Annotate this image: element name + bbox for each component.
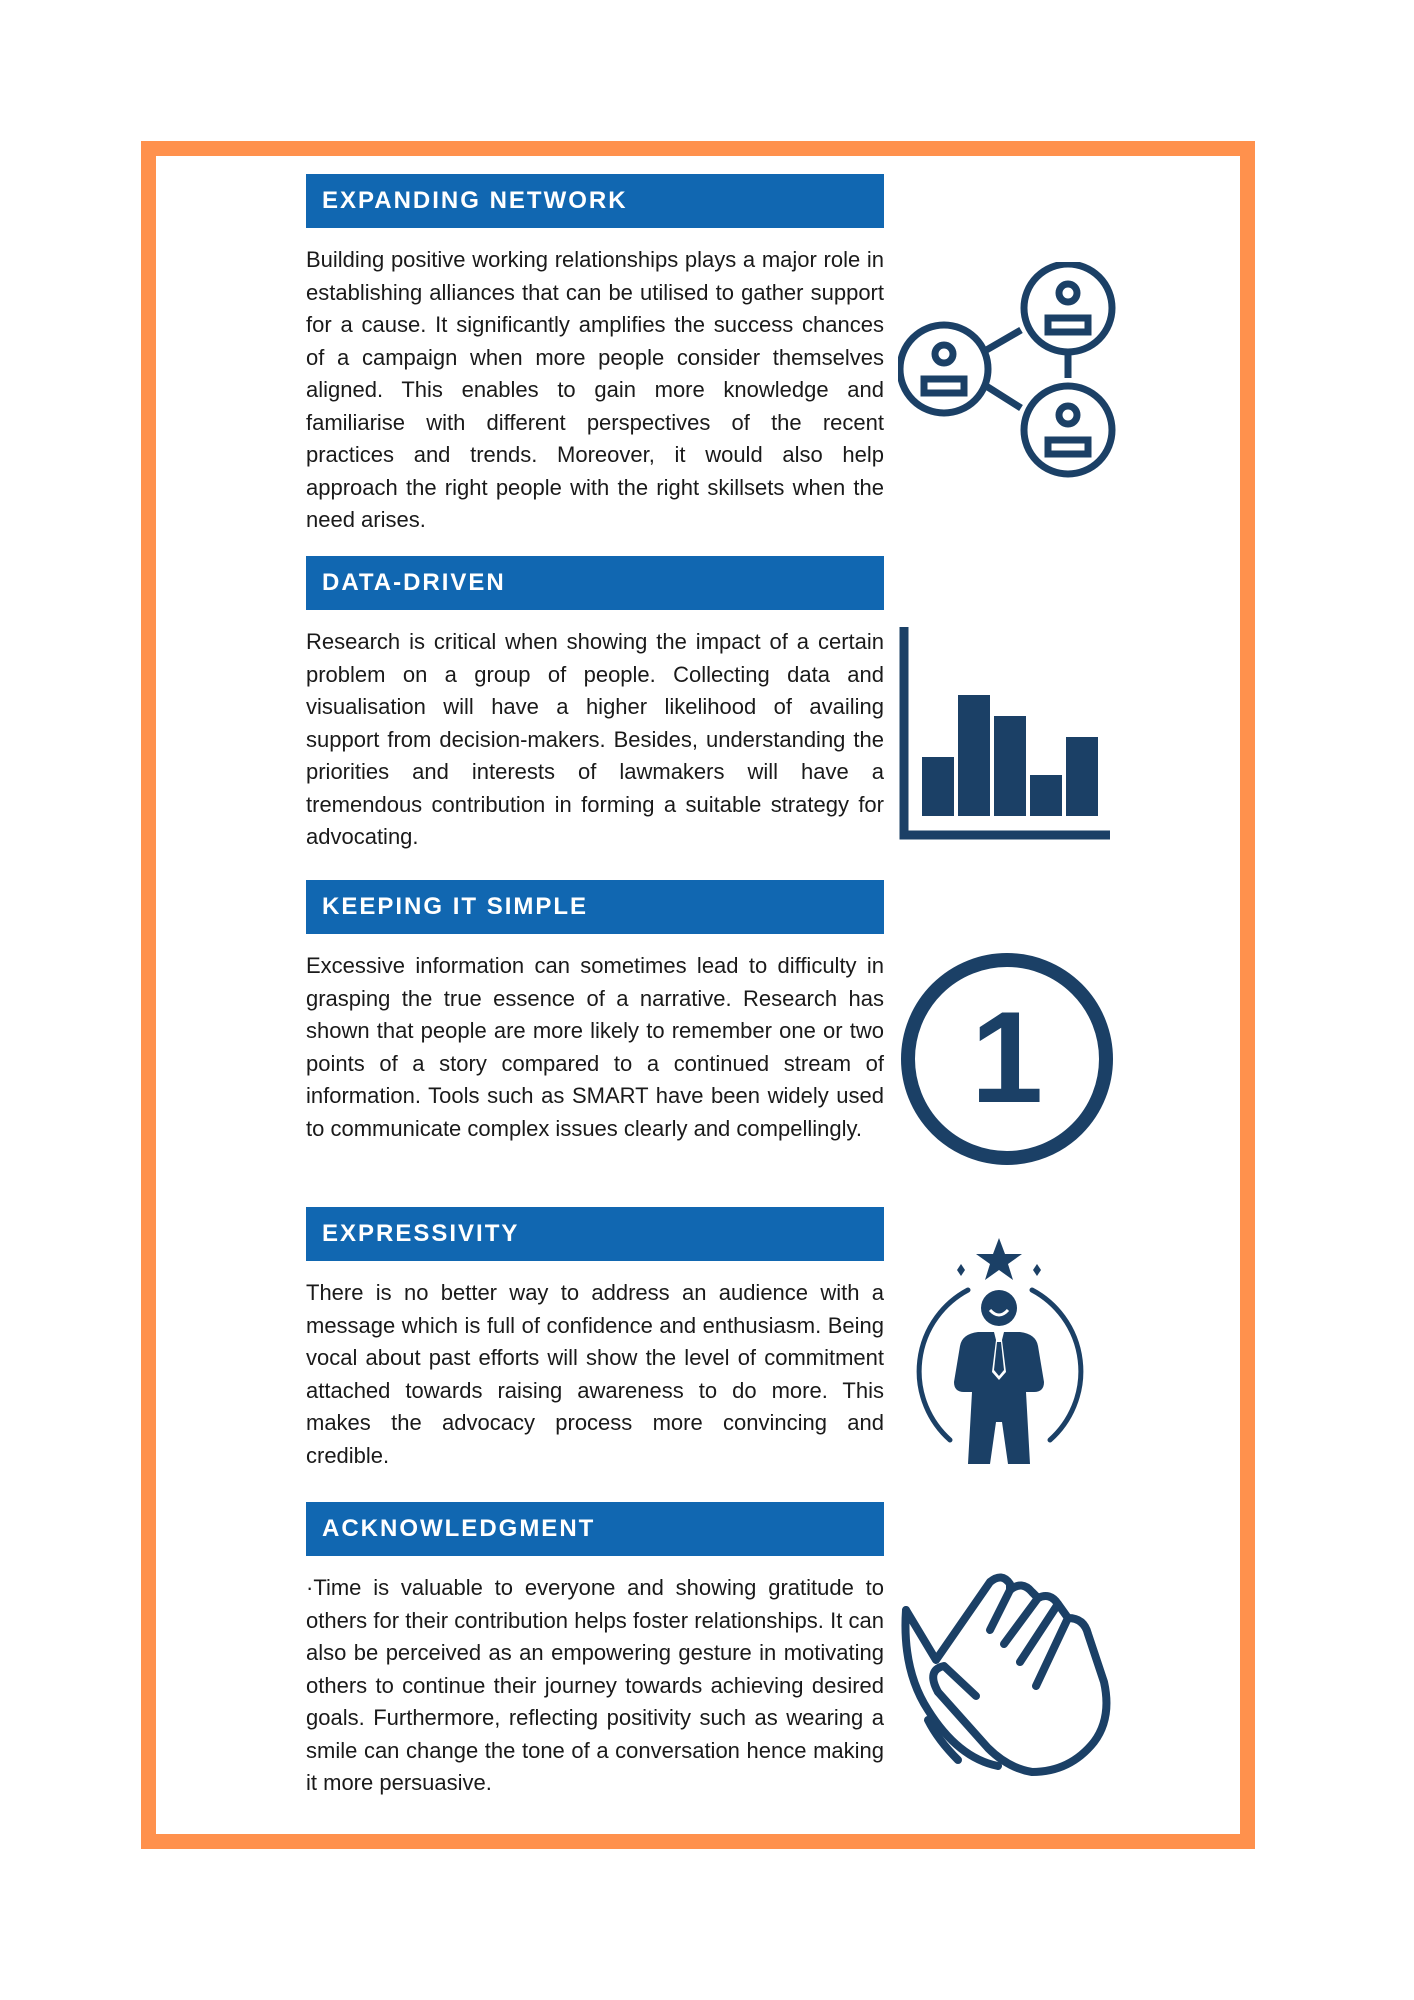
section-keeping-it-simple [306,880,884,1145]
section-expressivity [306,1207,884,1472]
network-icon [898,262,1120,478]
section-heading: ACKNOWLEDGMENT [306,1502,884,1556]
number-one-glyph: 1 [970,984,1044,1130]
section-data-driven [306,556,884,854]
bar-chart-icon [898,625,1114,841]
section-body: Research is critical when showing the impact of a certain problem on a group of people. Collecting data and visualisation will have a higher likelihood of availing support from decision-makers. Besides, understanding the priorities and interests of lawmakers will have a tremendous contribution in forming a suitable strategy for advocating. [306,629,884,849]
section-heading: EXPRESSIVITY [306,1207,884,1261]
section-body: There is no better way to address an audience with a message which is full of confidence and enthusiasm. Being vocal about past efforts will show the level of commitment attached towards raising awareness to do more. This makes the advocacy process more convincing and credible. [306,1280,884,1468]
number-one-icon [898,950,1116,1168]
section-body: ·Time is valuable to everyone and showing gratitude to others for their contribution helps foster relationships. It can also be perceived as an empowering gesture in motivating others to continue their journey towards achieving desired goals. Furthermore, reflecting positivity such as wearing a smile can change the tone of a conversation hence making it more persuasive. [306,1575,884,1795]
section-heading: KEEPING IT SIMPLE [306,880,884,934]
clapping-hands-icon [898,1570,1118,1780]
confident-person-icon [898,1232,1102,1472]
section-heading: EXPANDING NETWORK [306,174,884,228]
section-body: Excessive information can sometimes lead to difficulty in grasping the true essence of a narrative. Research has shown that people are more likely to remember one or two points of a story compared to a continued stream of information. Tools such as SMART have been widely used to communicate complex issues clearly and compellingly. [306,953,884,1141]
section-acknowledgment [306,1502,884,1800]
section-heading: DATA-DRIVEN [306,556,884,610]
section-expanding-network [306,174,884,537]
section-body: Building positive working relationships plays a major role in establishing alliances that can be utilised to gather support for a cause. It significantly amplifies the success chances of a campaign when more people consider themselves aligned. This enables to gain more knowledge and familiarise with different perspectives of the recent practices and trends. Moreover, it would also help approach the right people with the right skillsets when the need arises. [306,247,884,532]
